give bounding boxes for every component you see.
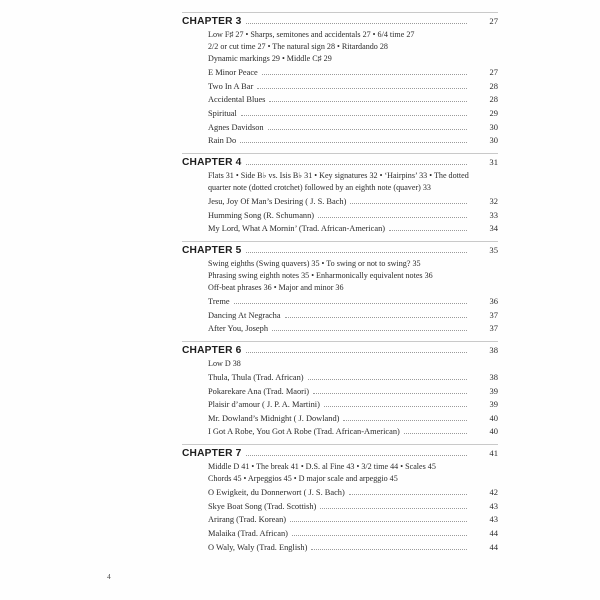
toc-entry-title: Pokarekare Ana (Trad. Maori) <box>208 386 310 396</box>
dot-leader <box>262 73 467 75</box>
toc-entry-title: Humming Song (R. Schumann) <box>208 210 315 220</box>
toc-entry-row[interactable] <box>208 107 498 121</box>
dot-leader <box>257 87 467 89</box>
toc-entry-title: E Minor Peace <box>208 68 258 78</box>
dot-leader <box>343 419 467 421</box>
chapter-topic-line: Low F♯ 27 • Sharps, semitones and accidentals 27 • 6/4 time 27 <box>208 30 415 39</box>
dot-leader <box>246 251 467 253</box>
dot-leader <box>246 454 467 456</box>
toc-entry-title: After You, Joseph <box>208 324 269 334</box>
dot-leader <box>246 22 467 24</box>
toc-entry-row[interactable] <box>208 121 498 135</box>
toc-entry-page-number: 32 <box>489 196 498 207</box>
chapter-topic-line: Middle D 41 • The break 41 • D.S. al Fine 43 • 3/2 time 44 • Scales 45 <box>208 461 436 471</box>
dot-leader <box>290 520 467 522</box>
chapter-topic-line: Chords 45 • Arpeggios 45 • D major scale and arpeggio 45 <box>208 474 398 484</box>
toc-entry-title: Jesu, Joy Of Man’s Desiring ( J. S. Bach) <box>208 197 347 207</box>
toc-entry-row[interactable] <box>208 66 498 80</box>
toc-entry-row[interactable] <box>208 322 498 336</box>
dot-leader <box>272 329 467 331</box>
toc-entry-page-number: 30 <box>489 135 498 146</box>
toc-entry-title: Accidental Blues <box>208 95 266 105</box>
toc-entry-page-number: 44 <box>489 527 498 538</box>
toc-entry-row[interactable] <box>208 412 498 426</box>
dot-leader <box>350 202 467 204</box>
toc-entry-row[interactable] <box>208 398 498 412</box>
toc-entry-row[interactable] <box>208 541 498 555</box>
page-folio-number: 4 <box>107 572 111 581</box>
toc-entry-row[interactable] <box>208 486 498 500</box>
toc-entry-row[interactable] <box>208 93 498 107</box>
toc-entry-row[interactable] <box>208 513 498 527</box>
chapter-title: CHAPTER 5 <box>182 244 242 256</box>
toc-entry-page-number: 29 <box>489 108 498 119</box>
toc-entry-row[interactable] <box>208 385 498 399</box>
dot-leader <box>313 392 467 394</box>
dot-leader <box>269 100 467 102</box>
chapter-topic-summary <box>208 170 486 194</box>
toc-entry-title: Mr. Dowland’s Midnight ( J. Dowland) <box>208 413 340 423</box>
chapter-page-number: 35 <box>489 244 498 255</box>
toc-entry-title: I Got A Robe, You Got A Robe (Trad. African-American) <box>208 427 400 437</box>
toc-entry-title: Rain Do <box>208 136 237 146</box>
toc-entry-title: Agnes Davidson <box>208 122 264 132</box>
toc-entry-title: Two In A Bar <box>208 81 254 91</box>
toc-entry-title: My Lord, What A Mornin’ (Trad. African-American) <box>208 224 386 234</box>
toc-entry-page-number: 37 <box>489 309 498 320</box>
toc-entry-row[interactable] <box>208 295 498 309</box>
chapter-page-number: 31 <box>489 156 498 167</box>
toc-entry-title: Plaisir d’amour ( J. P. A. Martini) <box>208 400 320 410</box>
dot-leader <box>241 114 467 116</box>
toc-entry-page-number: 39 <box>489 399 498 410</box>
toc-entry-page-number: 38 <box>489 371 498 382</box>
dot-leader <box>311 548 467 550</box>
chapter-block <box>182 153 498 236</box>
toc-entry-title: Thula, Thula (Trad. African) <box>208 372 304 382</box>
chapter-page-number: 38 <box>489 344 498 355</box>
toc-entry-row[interactable] <box>208 80 498 94</box>
toc-entry-row[interactable] <box>208 195 498 209</box>
toc-entry-row[interactable] <box>208 527 498 541</box>
toc-entry-page-number: 44 <box>489 541 498 552</box>
chapter-block <box>182 12 498 148</box>
chapter-page-number: 41 <box>489 447 498 458</box>
chapter-block <box>182 241 498 336</box>
toc-entry-page-number: 27 <box>489 67 498 78</box>
toc-entry-page-number: 30 <box>489 121 498 132</box>
chapter-title: CHAPTER 3 <box>182 16 242 27</box>
toc-entry-row[interactable] <box>208 222 498 236</box>
toc-entry-page-number: 37 <box>489 323 498 334</box>
chapter-heading-row[interactable] <box>182 341 498 356</box>
chapter-topic-summary <box>208 358 486 370</box>
chapter-topic-line: Dynamic markings 29 • Middle C♯ 29 <box>208 54 332 64</box>
toc-entry-page-number: 43 <box>489 500 498 511</box>
toc-entry-page-number: 28 <box>489 80 498 91</box>
chapter-page-number: 27 <box>489 16 498 26</box>
dot-leader <box>246 351 467 353</box>
toc-entry-title: Dancing At Negracha <box>208 310 281 320</box>
dot-leader <box>234 302 467 304</box>
dot-leader <box>308 378 467 380</box>
toc-entry-title: Treme <box>208 297 230 307</box>
dot-leader <box>292 534 467 536</box>
dot-leader <box>268 128 467 130</box>
toc-entry-row[interactable] <box>208 134 498 148</box>
chapter-topic-summary <box>208 461 486 485</box>
chapter-heading-row[interactable] <box>182 153 498 168</box>
toc-entry-title: O Waly, Waly (Trad. English) <box>208 542 308 552</box>
toc-entry-title: Arirang (Trad. Korean) <box>208 515 287 525</box>
chapter-title: CHAPTER 7 <box>182 447 242 459</box>
toc-entry-title: Spiritual <box>208 109 237 119</box>
dot-leader <box>240 141 467 143</box>
toc-entry-row[interactable] <box>208 500 498 514</box>
toc-entry-title: O Ewigkeit, du Donnerwort ( J. S. Bach) <box>208 488 345 498</box>
toc-entry-page-number: 36 <box>489 296 498 307</box>
chapter-topic-line: Flats 31 • Side B♭ vs. Isis B♭ 31 • Key signatures 32 • ‘Hairpins’ 33 • The dotted <box>208 170 469 180</box>
toc-entry-row[interactable] <box>208 309 498 323</box>
toc-entry-page-number: 34 <box>489 223 498 234</box>
toc-entry-page-number: 40 <box>489 412 498 423</box>
toc-entry-page-number: 33 <box>489 209 498 220</box>
chapter-topic-summary <box>208 258 486 294</box>
chapter-title: CHAPTER 6 <box>182 344 242 356</box>
table-of-contents <box>182 12 498 554</box>
chapter-topic-line: Low D 38 <box>208 358 241 368</box>
toc-entry-page-number: 43 <box>489 514 498 525</box>
chapter-topic-line: Off-beat phrases 36 • Major and minor 36 <box>208 283 344 292</box>
dot-leader <box>349 493 467 495</box>
dot-leader <box>320 507 467 509</box>
dot-leader <box>404 432 467 434</box>
toc-entry-page-number: 28 <box>489 94 498 105</box>
toc-entry-title: Skye Boat Song (Trad. Scottish) <box>208 501 317 511</box>
dot-leader <box>285 316 467 318</box>
toc-entry-row[interactable] <box>208 209 498 223</box>
toc-entry-page-number: 40 <box>489 426 498 437</box>
dot-leader <box>318 216 467 218</box>
chapter-topic-line: 2/2 or cut time 27 • The natural sign 28 • Ritardando 28 <box>208 42 388 52</box>
dot-leader <box>389 229 467 231</box>
chapter-heading-row[interactable] <box>182 444 498 459</box>
dot-leader <box>324 405 467 407</box>
toc-entry-page-number: 42 <box>489 487 498 498</box>
dot-leader <box>246 163 467 165</box>
chapter-topic-line: Swing eighths (Swing quavers) 35 • To swing or not to swing? 35 <box>208 258 421 268</box>
chapter-heading-row[interactable] <box>182 12 498 27</box>
chapter-block <box>182 444 498 554</box>
chapter-heading-row[interactable] <box>182 241 498 256</box>
toc-entry-page-number: 39 <box>489 385 498 396</box>
toc-entry-row[interactable] <box>208 371 498 385</box>
toc-entry-row[interactable] <box>208 425 498 439</box>
chapter-topic-line: quarter note (dotted crotchet) followed by an eighth note (quaver) 33 <box>208 182 431 192</box>
chapter-title: CHAPTER 4 <box>182 156 242 168</box>
chapter-topic-summary <box>208 29 486 65</box>
toc-entry-title: Malaika (Trad. African) <box>208 528 288 538</box>
chapter-topic-line: Phrasing swing eighth notes 35 • Enharmonically equivalent notes 36 <box>208 270 433 280</box>
chapter-block <box>182 341 498 439</box>
